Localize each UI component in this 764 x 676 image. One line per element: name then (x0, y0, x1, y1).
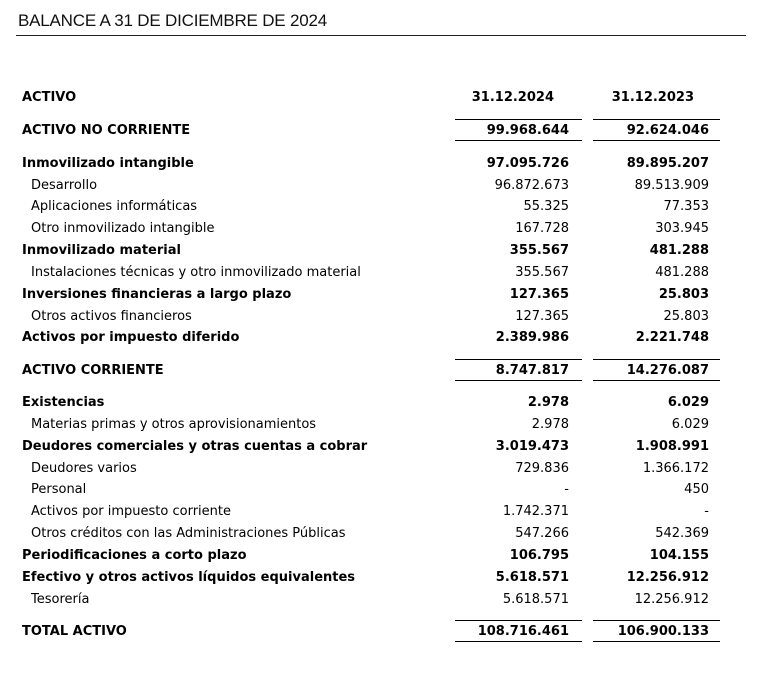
rule-corriente-2024 (455, 359, 582, 360)
value-2024: 8.747.817 (495, 363, 569, 378)
rule-no-corriente-2023 (593, 119, 720, 120)
value-2024: 2.978 (527, 395, 569, 410)
row-label: Instalaciones técnicas y otro inmovilizado material (31, 265, 361, 280)
row-label: Personal (31, 482, 87, 497)
row-label: Otros activos financieros (31, 309, 192, 324)
value-2024: 99.968.644 (486, 123, 569, 138)
value-2024: 97.095.726 (486, 156, 569, 171)
value-2024: 729.836 (515, 461, 569, 476)
rule-total-2024 (455, 620, 582, 621)
row-label: Activos por impuesto corriente (31, 504, 231, 519)
value-2024: 3.019.473 (495, 439, 569, 454)
value-2024: 5.618.571 (495, 570, 569, 585)
table-row (0, 480, 764, 500)
value-2023: 481.288 (655, 265, 709, 280)
value-2024: 127.365 (515, 309, 569, 324)
value-2024: 355.567 (515, 265, 569, 280)
row-label: TOTAL ACTIVO (22, 624, 127, 639)
row-label: Otro inmovilizado intangible (31, 221, 215, 236)
value-2024: - (564, 482, 569, 497)
row-label: Periodificaciones a corto plazo (22, 548, 247, 563)
value-2023: 481.288 (649, 243, 709, 258)
value-2023: 104.155 (649, 548, 709, 563)
value-2023: 14.276.087 (626, 363, 709, 378)
value-2024: 96.872.673 (494, 178, 569, 193)
value-2023: 2.221.748 (635, 330, 709, 345)
row-label: Inmovilizado intangible (22, 156, 194, 171)
table-row (0, 415, 764, 435)
value-2023: 92.624.046 (626, 123, 709, 138)
header-col-2024: 31.12.2024 (471, 90, 554, 105)
header-label: ACTIVO (22, 90, 77, 105)
row-label: Inversiones financieras a largo plazo (22, 287, 292, 302)
value-2023: 6.029 (667, 395, 709, 410)
value-2024: 108.716.461 (477, 624, 569, 639)
header-col-2023: 31.12.2023 (611, 90, 694, 105)
row-label: Inmovilizado material (22, 243, 181, 258)
table-row (0, 546, 764, 566)
value-2023: 542.369 (655, 526, 709, 541)
value-2023: 1.366.172 (642, 461, 709, 476)
table-row (0, 197, 764, 217)
table-row (0, 524, 764, 544)
value-2023: 106.900.133 (617, 624, 709, 639)
row-label: Tesorería (31, 592, 90, 607)
row-label: Existencias (22, 395, 105, 410)
value-2024: 1.742.371 (502, 504, 569, 519)
table-row (0, 393, 764, 413)
value-2023: 303.945 (655, 221, 709, 236)
value-2023: 77.353 (663, 199, 709, 214)
table-row (0, 241, 764, 261)
value-2023: 6.029 (671, 417, 709, 432)
value-2024: 2.389.986 (495, 330, 569, 345)
value-2023: 12.256.912 (634, 592, 709, 607)
value-2023: 12.256.912 (626, 570, 709, 585)
table-header (0, 88, 764, 108)
table-row (0, 121, 764, 141)
table-row (0, 219, 764, 239)
table-row (0, 459, 764, 479)
value-2024: 55.325 (523, 199, 569, 214)
row-label: Deudores varios (31, 461, 137, 476)
value-2024: 127.365 (509, 287, 569, 302)
row-label: Desarrollo (31, 178, 98, 193)
value-2024: 106.795 (509, 548, 569, 563)
value-2023: 89.513.909 (634, 178, 709, 193)
table-row (0, 590, 764, 610)
value-2023: 25.803 (658, 287, 709, 302)
row-label: ACTIVO NO CORRIENTE (22, 123, 191, 138)
table-row (0, 176, 764, 196)
table-row (0, 263, 764, 283)
page-title: BALANCE A 31 DE DICIEMBRE DE 2024 (18, 11, 327, 30)
rule-no-corriente-2024 (455, 119, 582, 120)
table-row (0, 568, 764, 588)
value-2024: 167.728 (515, 221, 569, 236)
row-label: Efectivo y otros activos líquidos equivalentes (22, 570, 356, 585)
table-row (0, 328, 764, 348)
table-row (0, 502, 764, 522)
row-label: ACTIVO CORRIENTE (22, 363, 164, 378)
table-row (0, 285, 764, 305)
row-label: Aplicaciones informáticas (31, 199, 198, 214)
rule-corriente-2023 (593, 359, 720, 360)
table-row (0, 437, 764, 457)
value-2023: 25.803 (663, 309, 709, 324)
row-label: Otros créditos con las Administraciones Públicas (31, 526, 346, 541)
table-row (0, 361, 764, 381)
row-label: Materias primas y otros aprovisionamientos (31, 417, 317, 432)
table-row (0, 154, 764, 174)
value-2023: 1.908.991 (635, 439, 709, 454)
value-2024: 547.266 (515, 526, 569, 541)
value-2023: - (704, 504, 709, 519)
title-divider (16, 35, 746, 36)
value-2023: 89.895.207 (626, 156, 709, 171)
row-label: Deudores comerciales y otras cuentas a cobrar (22, 439, 368, 454)
rule-total-2023 (593, 620, 720, 621)
value-2023: 450 (684, 482, 709, 497)
row-label: Activos por impuesto diferido (22, 330, 240, 345)
value-2024: 355.567 (509, 243, 569, 258)
table-row (0, 307, 764, 327)
table-row (0, 622, 764, 642)
value-2024: 5.618.571 (502, 592, 569, 607)
value-2024: 2.978 (531, 417, 569, 432)
